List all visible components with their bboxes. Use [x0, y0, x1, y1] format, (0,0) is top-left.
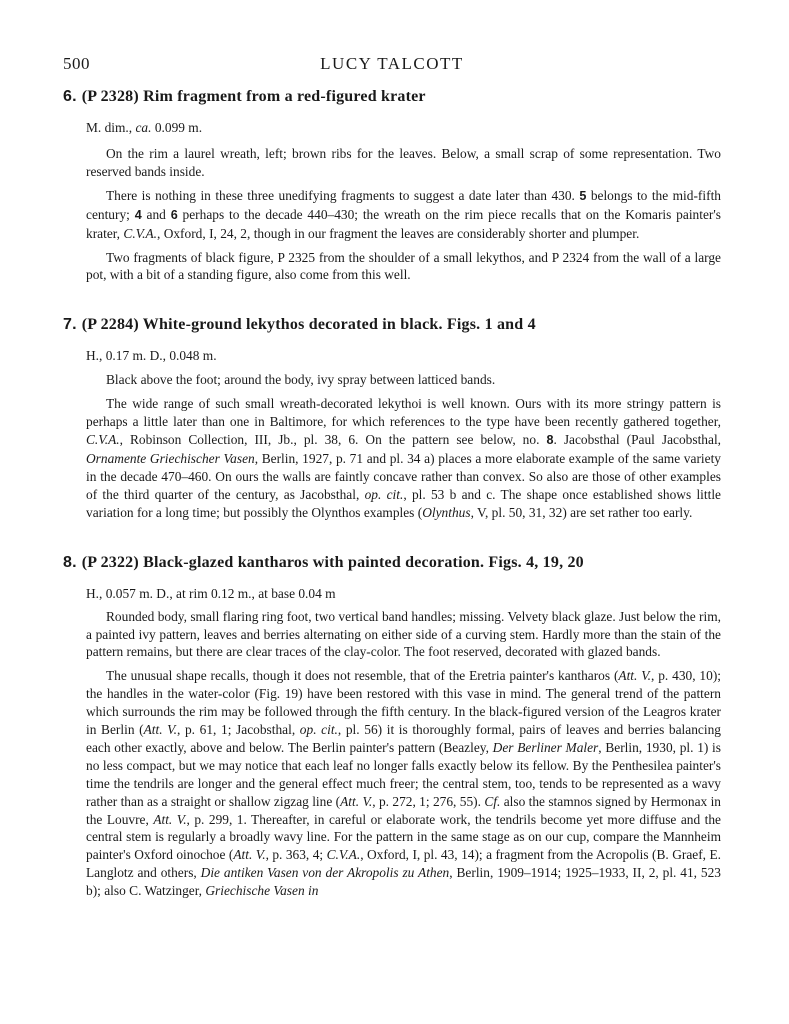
- entry-paragraph: There is nothing in these three unedifying fragments to suggest a date later than 430. 5 belongs to the mid-fifth century; 4 and 6 perhaps to the decade 440–430; the wreath on the rim piece recalls that on the Komaris painter's krater, C.V.A., Oxford, I, 24, 2, though in our fragment the leaves are considerably shorter and plumper.: [86, 187, 721, 241]
- catalogue-entry-6: [63, 88, 721, 284]
- entry-dimensions: H., 0.057 m. D., at rim 0.12 m., at base 0.04 m: [86, 585, 336, 601]
- entry-paragraph: Black above the foot; around the body, ivy spray between latticed bands.: [106, 372, 496, 388]
- entry-title: (P 2284) White-ground lekythos decorated in black. Figs. 1 and 4: [81, 316, 536, 334]
- entry-paragraph: Two fragments of black figure, P 2325 from the shoulder of a small lekythos, and P 2324 from the wall of a large pot, with a bit of a standing figure, also come from this well.: [86, 249, 721, 283]
- entry-paragraph: Rounded body, small flaring ring foot, two vertical band handles; missing. Velvety black glaze. Just below the rim, a painted ivy pattern, leaves and berries alternating on either side of a curving stem. Hardly more than the stain of the pattern remains, but there are clear traces of the clay-color. The foot reserved, decorated with glazed bands.: [86, 608, 721, 660]
- entry-number: 8.: [63, 553, 77, 571]
- catalogue-entry-8: [63, 554, 721, 901]
- page-number: 500: [63, 54, 90, 73]
- running-header: [63, 48, 721, 74]
- entry-heading: [63, 554, 721, 572]
- page: [63, 48, 721, 900]
- entry-heading: [63, 88, 721, 106]
- entry-title: (P 2328) Rim fragment from a red-figured krater: [81, 88, 426, 105]
- entry-heading: [63, 316, 721, 334]
- catalogue-entry-7: [63, 316, 721, 521]
- entry-paragraph: The unusual shape recalls, though it does not resemble, that of the Eretria painter's kantharos (Att. V., p. 430, 10); the handles in the water-color (Fig. 19) have been restored with this vase in mind. The general trend of the pattern which surrounds the rim may be followed through the fifth century. In the black-figured version of the Leagros krater in Berlin (Att. V., p. 61, 1; Jacobsthal, op. cit., pl. 56) it is thoroughly formal, pairs of leaves and berries balancing each other exactly, above and below. The Berlin painter's pattern (Beazley, Der Berliner Maler, Berlin, 1930, pl. 1) is no less compact, but we may notice that each leaf no longer falls exactly below its fellow. By the Penthesilea painter's time the tendrils are longer and the general effect much freer; the central stem, too, tends to be represented as a wavy rather than as a straight or shallow zigzag line (Att. V., p. 272, 1; 276, 55). Cf. also the stamnos signed by Hermonax in the Louvre, Att. V., p. 299, 1. Thereafter, in careful or elaborate work, the tendrils become yet more diffuse and the central stem is regularly a broadly wavy line. For the pattern in the same stage as on our cup, compare the Mannheim painter's Oxford oinochoe (Att. V., p. 363, 4; C.V.A., Oxford, I, pl. 43, 14); a fragment from the Acropolis (B. Graef, E. Langlotz and others, Die antiken Vasen von der Akropolis zu Athen, Berlin, 1909–1914; 1925–1933, II, 2, pl. 41, 523 b); also C. Watzinger, Griechische Vasen in: [86, 668, 721, 899]
- entry-number: 7.: [63, 316, 77, 334]
- running-head-author: LUCY TALCOTT: [320, 54, 464, 73]
- entry-dimensions: H., 0.17 m. D., 0.048 m.: [86, 348, 217, 364]
- entry-dimensions: M. dim., ca. 0.099 m.: [86, 120, 203, 135]
- entry-title: (P 2322) Black-glazed kantharos with painted decoration. Figs. 4, 19, 20: [81, 553, 584, 571]
- entry-paragraph: The wide range of such small wreath-decorated lekythoi is well known. Ours with its more stringy pattern is perhaps a little later than one in Baltimore, for which references to the type have been recently gathered together, C.V.A., Robinson Collection, III, Jb., pl. 38, 6. On the pattern see below, no. 8. Jacobsthal (Paul Jacobsthal, Ornamente Griechischer Vasen, Berlin, 1927, p. 71 and pl. 34 a) places a more elaborate example of the same variety in the decade 470–460. On ours the walls are faintly concave rather than convex. So also are those of other examples of the third quarter of the century, as Jacobsthal, op. cit., pl. 53 b and c. The shape once established shows little variation for a long time; but possibly the Olynthos examples (Olynthus, V, pl. 50, 31, 32) are set rather too early.: [86, 396, 722, 520]
- entry-paragraph: On the rim a laurel wreath, left; brown ribs for the leaves. Below, a small scrap of some representation. Two reserved bands inside.: [86, 146, 721, 179]
- entry-number: 6.: [63, 88, 77, 105]
